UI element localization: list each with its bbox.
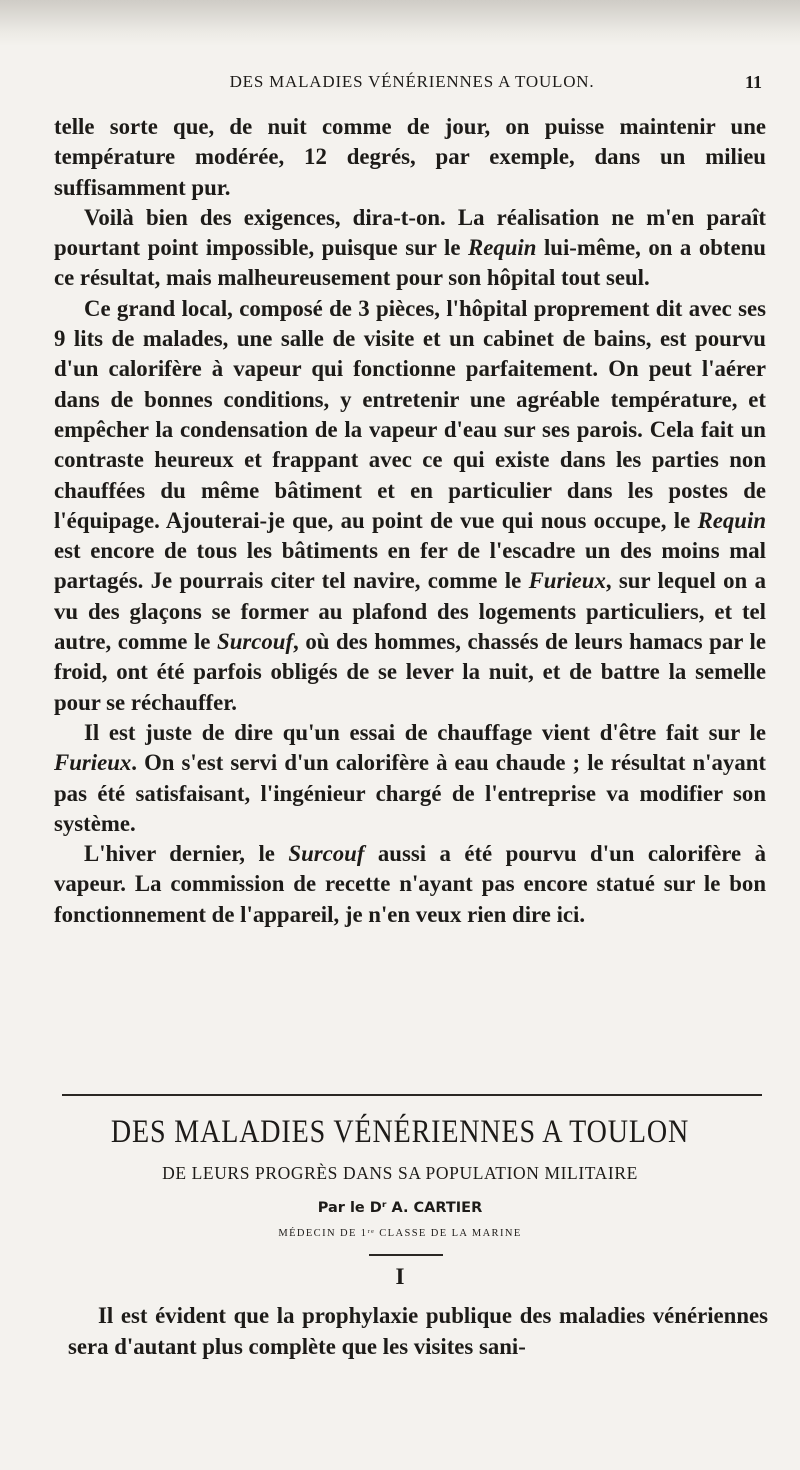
ship-name: Requin: [697, 507, 766, 533]
author-byline: Par le Dʳ A. CARTIER: [317, 1200, 483, 1216]
text-span: aussi a été pourvu d'un calorifère à vapeur. La commission de recette n'ayant pas encore statué sur le bon fonctionnement de l'appareil, je n'en veux rien dire ici.: [54, 841, 766, 927]
scan-edge: [0, 0, 800, 46]
paragraph: [54, 294, 766, 718]
text-span: telle sorte que, de nuit comme de jour, on puisse maintenir une température modérée, 12 degrés, par exemple, dans un milieu suffisamment pur.: [54, 114, 766, 200]
text-span: , sur lequel on a vu des glaçons se former au plafond des logements particuliers, et tel autre, comme le: [54, 568, 766, 655]
paragraph: [54, 718, 766, 839]
text-span: est encore de tous les bâtiments en fer de l'escadre un des moins mal partagés. Je pourrais citer tel navire, comme le: [54, 538, 766, 594]
text-span: , où des hommes, chassés de leurs hamacs par le froid, ont été parfois obligés de se lever la nuit, et de battre la semelle pour se réchauffer.: [54, 629, 766, 715]
running-head: DES MALADIES VÉNÉRIENNES A TOULON.: [229, 72, 595, 91]
paragraph: Il est évident que la prophylaxie publique des maladies vénériennes sera d'autant plus complète que les visites sani-: [68, 1303, 768, 1359]
text-span: L'hiver dernier, le: [84, 841, 289, 867]
page-number: 11: [744, 72, 762, 92]
title-divider: [369, 1254, 443, 1256]
ship-name: Requin: [468, 235, 537, 261]
paragraph: [54, 112, 766, 203]
ship-name: Furieux: [54, 750, 132, 776]
article-body: [68, 1300, 768, 1362]
ship-name: Furieux: [528, 568, 606, 594]
text-span: Il est juste de dire qu'un essai de chauffage vient d'être fait sur le: [84, 719, 766, 745]
paragraph: [54, 203, 766, 294]
text-span: Voilà bien des exigences, dira-t-on. La réalisation ne m'en paraît pourtant point impossible, puisque sur le: [54, 204, 766, 261]
paragraph: [54, 839, 766, 930]
text-span: lui-même, on a obtenu ce résultat, mais malheureusement pour son hôpital tout seul.: [54, 235, 766, 291]
ship-name: Surcouf: [217, 629, 294, 655]
author-rank: MÉDECIN DE 1ʳᵉ CLASSE DE LA MARINE: [278, 1228, 522, 1239]
previous-article-text: [54, 112, 766, 930]
section-numeral: I: [395, 1264, 405, 1289]
article-title: DES MALADIES VÉNÉRIENNES A TOULON: [110, 1114, 690, 1150]
section-divider: [62, 1094, 762, 1096]
ship-name: Surcouf: [288, 841, 365, 867]
text-span: Ce grand local, composé de 3 pièces, l'hôpital proprement dit avec ses 9 lits de malades, une salle de visite et un cabinet de bains, est pourvu d'un calorifère à vapeur qui fonctionne parfaitement. On peut l'aérer dans de bonnes conditions, y entretenir une agréable température, et empêcher la condensation de la vapeur d'eau sur ses parois. Cela fait un contraste heureux et frappant avec ce qui existe dans les parties non chauffées du même bâtiment et en particulier dans les postes de l'équipage. Ajouterai-je que, au point de vue qui nous occupe, le: [54, 295, 766, 533]
page-header: [62, 72, 762, 96]
text-span: . On s'est servi d'un calorifère à eau chaude ; le résultat n'ayant pas été satisfaisant, l'ingénieur chargé de l'entreprise va modifier son système.: [54, 750, 766, 836]
article-subtitle: DE LEURS PROGRÈS DANS SA POPULATION MILITAIRE: [162, 1163, 638, 1183]
